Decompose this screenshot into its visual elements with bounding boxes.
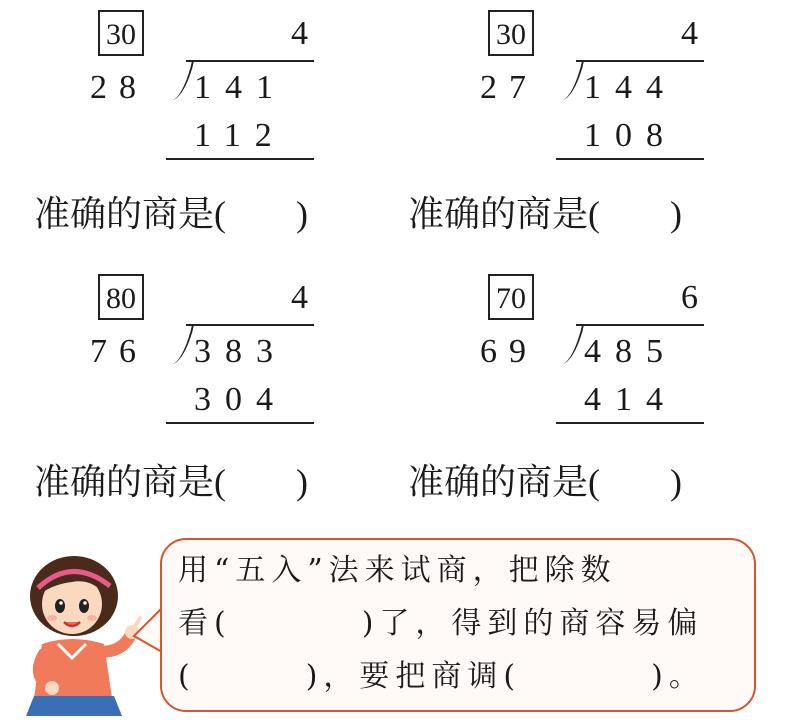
tip-line-1: 用“五入”法来试商，把除数 [178,553,617,588]
divisor: 28 [90,69,148,106]
tip-text [178,544,750,703]
dividend: 485 [584,333,677,370]
division-bar [186,60,314,62]
quotient: 4 [681,15,698,52]
quotient: 6 [681,279,698,316]
division-bracket [560,60,585,100]
division-bar [576,60,704,62]
answer-close: ) [670,194,682,234]
divisor: 27 [480,69,538,106]
trial-quotient-box: 70 [488,274,534,320]
answer-label: 准确的商是( [408,194,600,234]
tip-line-3-mid: )，要把商调( [305,659,522,694]
dividend: 144 [584,69,677,106]
division-problem-1 [88,8,378,168]
product: 108 [584,117,677,154]
answer-close: ) [296,462,308,502]
subtraction-line [556,158,704,160]
divisor: 76 [90,333,148,370]
answer-line-4 [408,460,682,504]
subtraction-line [556,422,704,424]
answer-line-2 [408,192,682,236]
answer-label: 准确的商是( [408,462,600,502]
division-bracket [170,324,195,364]
tip-line-2-end: )了，得到的商容易偏 [361,606,704,641]
dividend: 383 [194,333,287,370]
tip-line-2 [178,597,750,650]
trial-quotient-box: 30 [98,10,144,56]
division-problem-4 [478,272,768,432]
dividend: 141 [194,69,287,106]
quotient: 4 [291,15,308,52]
tip-line-3-start: ( [178,659,196,694]
answer-close: ) [296,194,308,234]
cartoon-girl-pointing-icon [12,548,142,718]
division-bracket [560,324,585,364]
divisor: 69 [480,333,538,370]
division-bar [186,324,314,326]
subtraction-line [166,158,314,160]
quotient: 4 [291,279,308,316]
division-bracket [170,60,195,100]
answer-line-3 [34,460,308,504]
product: 304 [194,381,287,418]
division-problem-2 [478,8,768,168]
trial-quotient-box: 80 [98,274,144,320]
subtraction-line [166,422,314,424]
answer-close: ) [670,462,682,502]
tip-line-3 [178,650,750,703]
division-bar [576,324,704,326]
product: 112 [194,117,286,154]
answer-label: 准确的商是( [34,194,226,234]
answer-line-1 [34,192,308,236]
answer-label: 准确的商是( [34,462,226,502]
tip-line-3-end: )。 [651,659,705,694]
division-problem-3 [88,272,378,432]
trial-quotient-box: 30 [488,10,534,56]
product: 414 [584,381,677,418]
tip-line-2-start: 看( [178,606,232,641]
